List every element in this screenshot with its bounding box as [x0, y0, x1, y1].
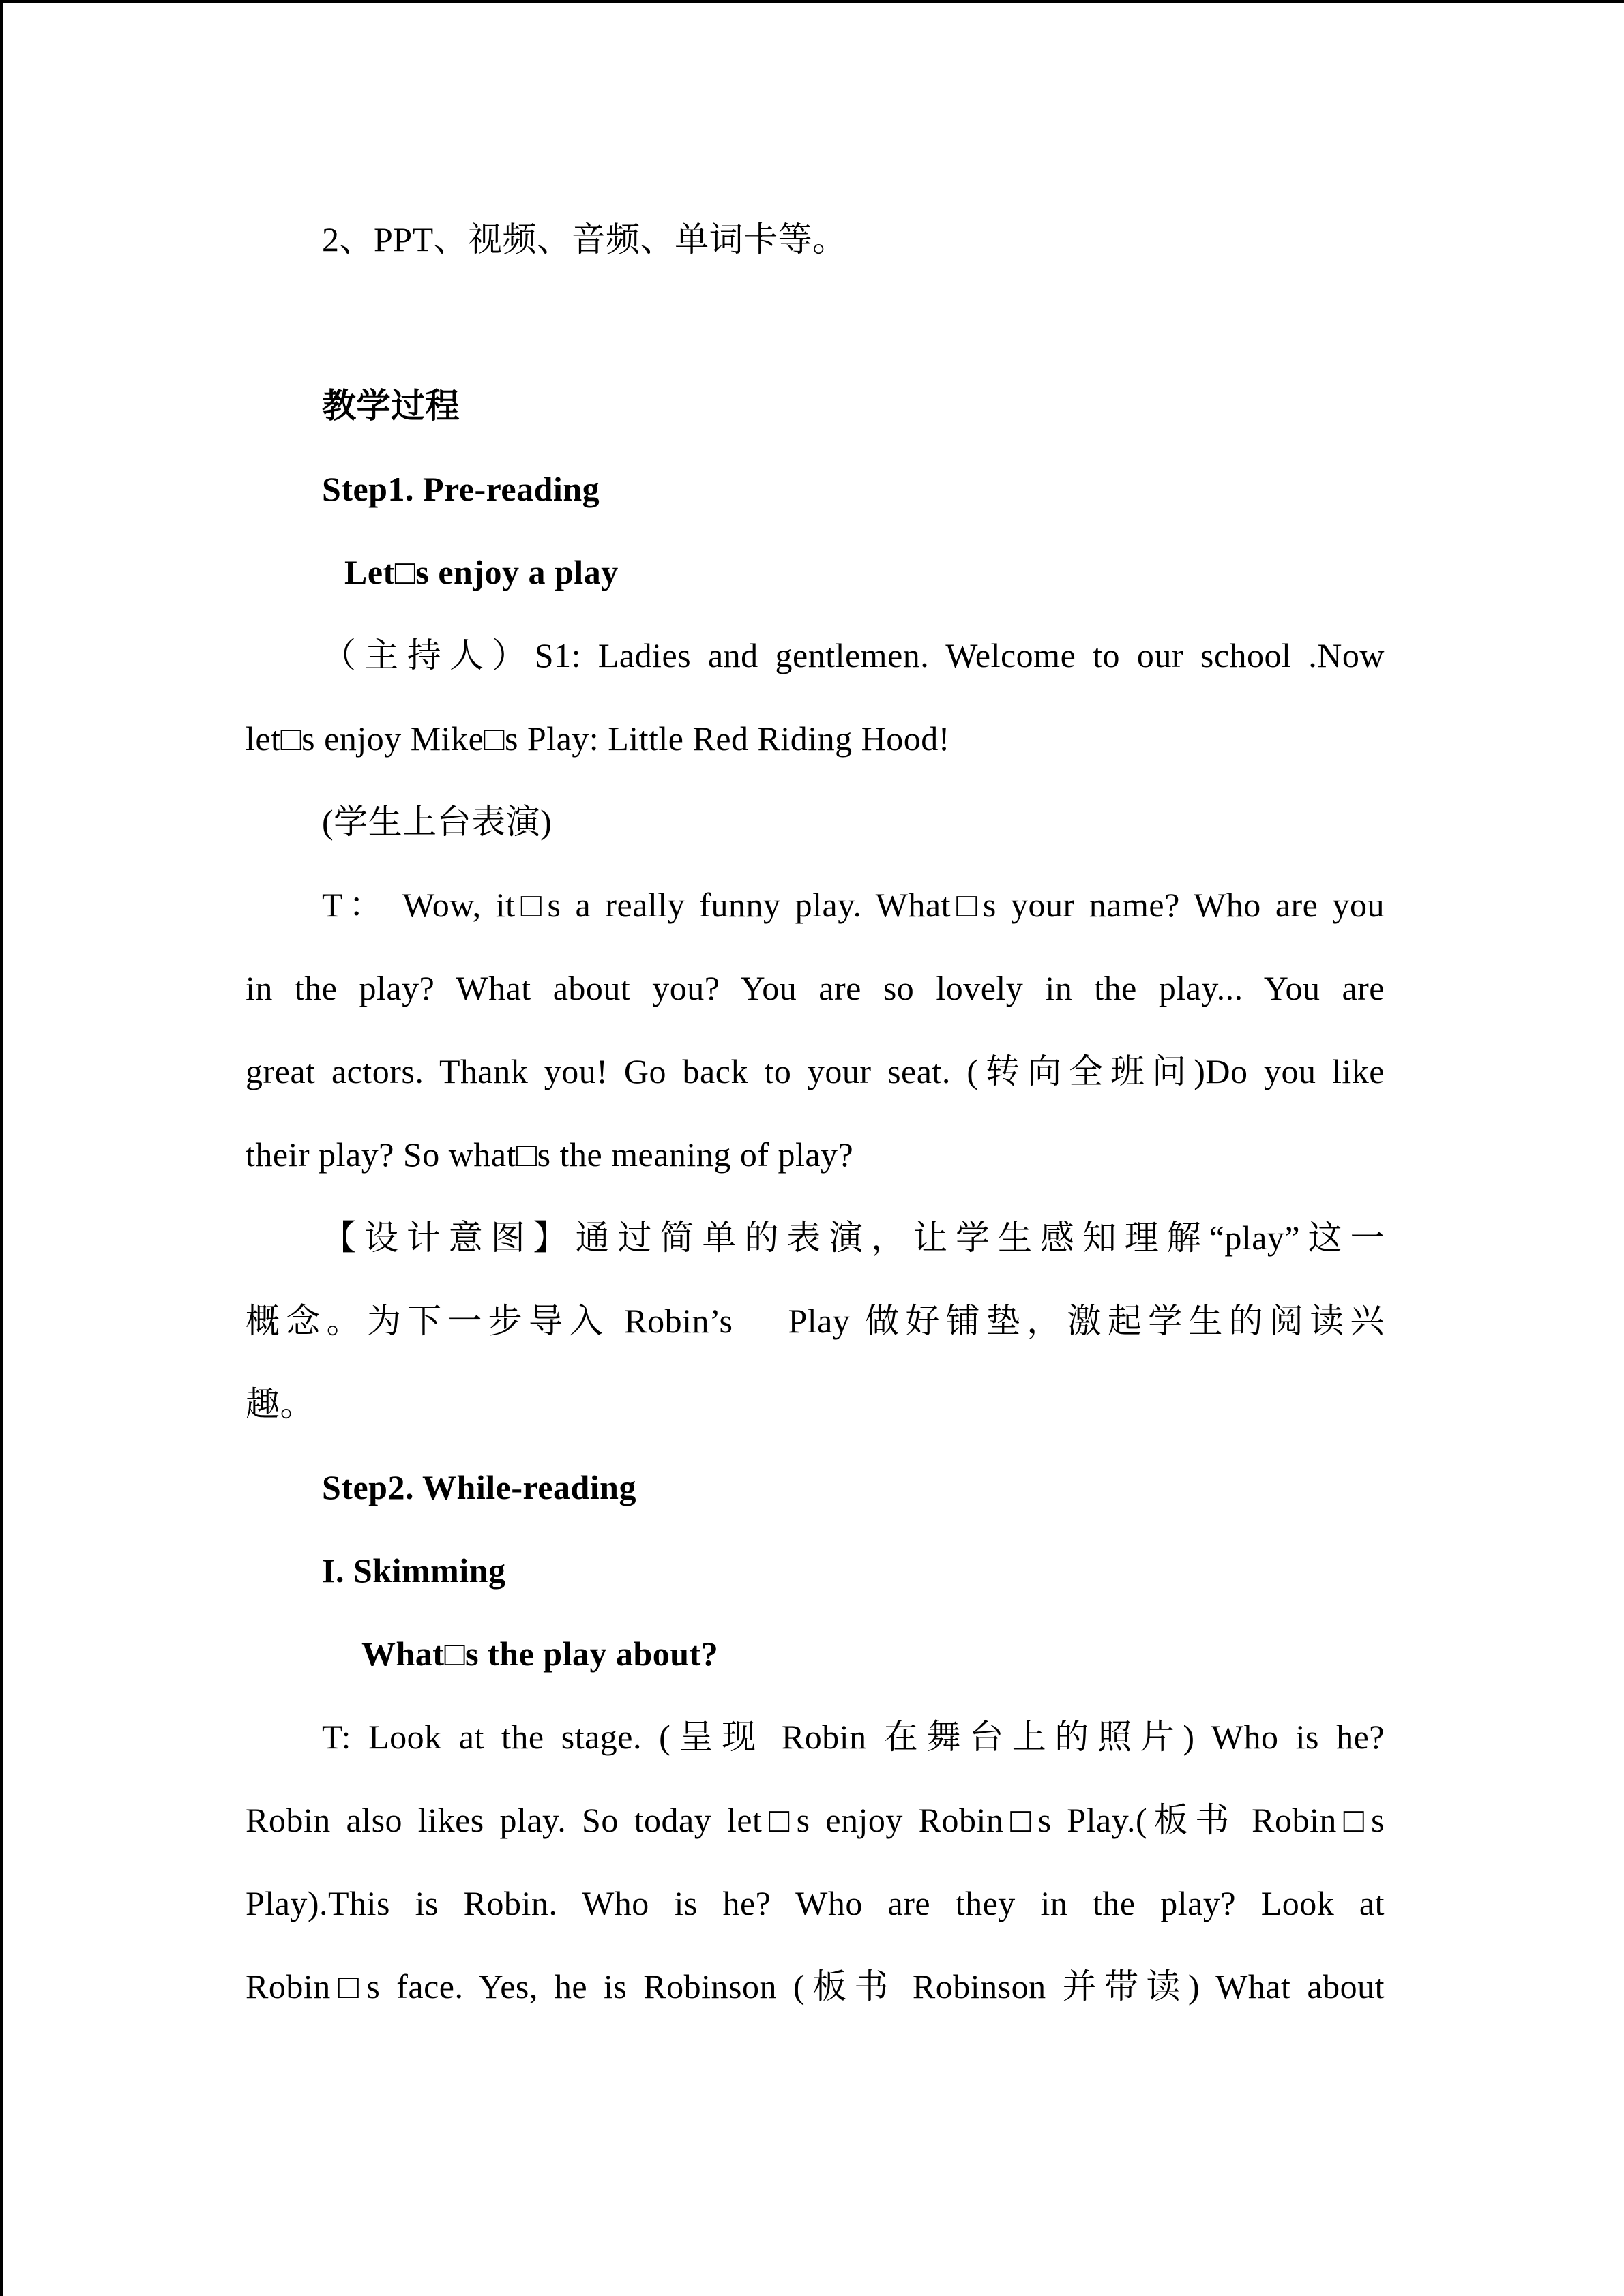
paragraph-teacher-line-4: their play? So what□s the meaning of play?: [246, 1135, 854, 1174]
paragraph-host-line-2: let□s enjoy Mike□s Play: Little Red Riding Hood!: [246, 719, 950, 758]
paragraph-teacher-line-3: great actors. Thank you! Go back to your seat. (转向全班问)Do you like: [246, 1052, 1385, 1090]
paragraph-teacher-line-2: in the play? What about you? You are so lovely in the play... You are: [246, 969, 1385, 1007]
heading-skimming: I. Skimming: [322, 1551, 506, 1590]
paragraph-skimming-line-4: Robin□s face. Yes, he is Robinson (板书 Robinson 并带读) What about: [246, 1967, 1385, 2006]
paragraph-skimming-line-1: T: Look at the stage. (呈现 Robin 在舞台上的照片) Who is he?: [322, 1718, 1385, 1756]
paragraph-host-line-1: （主持人）S1: Ladies and gentlemen. Welcome to our school .Now: [322, 636, 1385, 674]
heading-teaching-process: 教学过程: [322, 387, 460, 425]
heading-lets-enjoy-a-play: Let□s enjoy a play: [344, 553, 619, 591]
heading-step1-pre-reading: Step1. Pre-reading: [322, 470, 600, 508]
design-intent-line-2: 概念。为下一步导入 Robin’s Play 做好铺垫，激起学生的阅读兴: [246, 1302, 1385, 1340]
document-body: [246, 198, 1385, 2028]
materials-line: 2、PPT、视频、音频、单词卡等。: [322, 220, 847, 258]
paragraph-skimming-line-3: Play).This is Robin. Who is he? Who are they in the play? Look at: [246, 1884, 1385, 1922]
heading-whats-the-play-about: What□s the play about?: [361, 1635, 719, 1673]
heading-step2-while-reading: Step2. While-reading: [322, 1468, 636, 1506]
paragraph-skimming-line-2: Robin also likes play. So today let□s enjoy Robin□s Play.(板书 Robin□s: [246, 1801, 1385, 1839]
design-intent-line-1: 【设计意图】通过简单的表演，让学生感知理解“play”这一: [322, 1219, 1385, 1257]
paragraph-teacher-line-1: T： Wow, it□s a really funny play. What□s your name? Who are you: [322, 886, 1385, 924]
stage-direction-line: (学生上台表演): [322, 803, 552, 841]
design-intent-line-3: 趣。: [246, 1385, 314, 1423]
blank-line: [246, 281, 1385, 364]
